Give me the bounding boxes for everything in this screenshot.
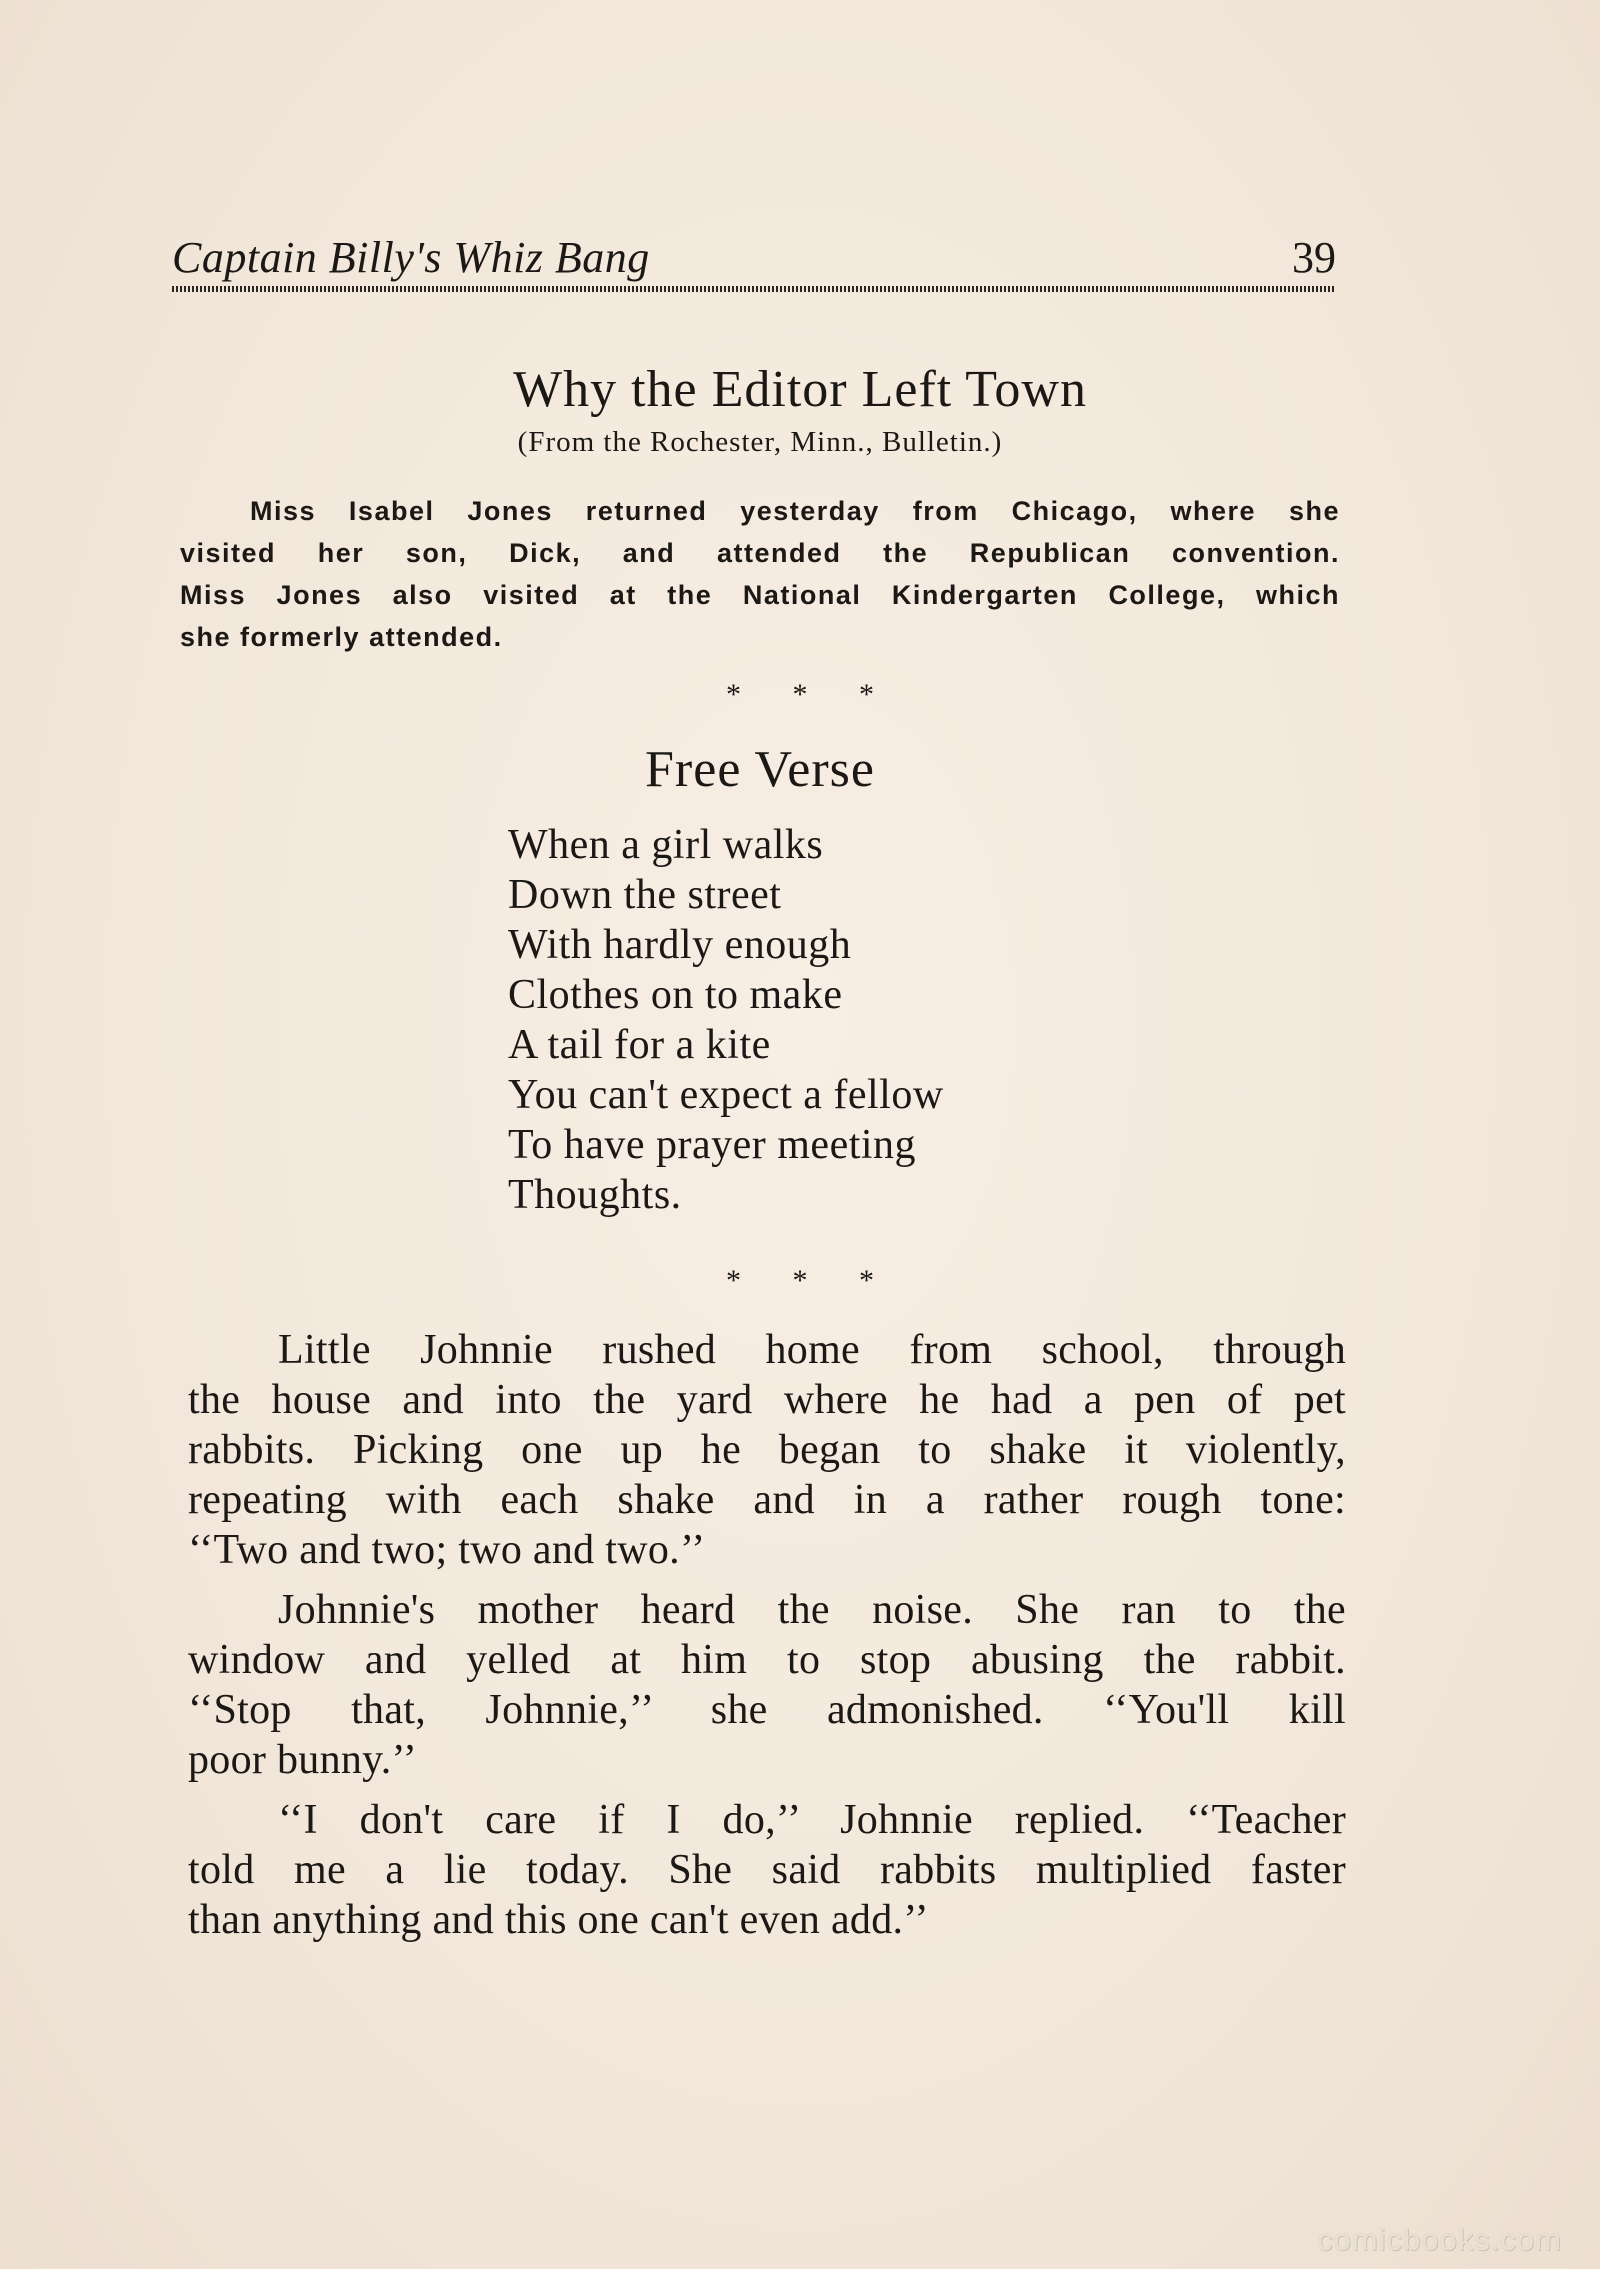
- poem-line: You can't expect a fellow: [508, 1072, 944, 1118]
- story-line: window and yelled at him to stop abusing the rabbit.: [188, 1637, 1346, 1683]
- page-number: 39: [1292, 233, 1336, 282]
- story-line: the house and into the yard where he had a pen of pet: [188, 1377, 1346, 1423]
- poem-title: Free Verse: [645, 741, 875, 798]
- story-line: ‘‘I don't care if I do,’’ Johnnie replied. ‘‘Teacher: [278, 1797, 1346, 1843]
- poem-line: Down the street: [508, 872, 782, 918]
- section-separator: * * *: [726, 1264, 874, 1297]
- story-line: Little Johnnie rushed home from school, through: [278, 1327, 1346, 1373]
- poem-line: When a girl walks: [508, 822, 824, 868]
- story-line: repeating with each shake and in a rather rough tone:: [188, 1477, 1346, 1523]
- poem-body: [508, 820, 944, 1220]
- poem-line: With hardly enough: [508, 922, 852, 968]
- running-header: [172, 228, 1336, 294]
- header-rule: [172, 286, 1336, 292]
- poem-line: A tail for a kite: [508, 1022, 771, 1068]
- notice-line: Miss Jones also visited at the National Kindergarten College, which: [180, 580, 1340, 610]
- story-line: Johnnie's mother heard the noise. She ran to the: [278, 1587, 1346, 1633]
- site-watermark: comicbooks.com: [1317, 2222, 1562, 2257]
- notice-line: Miss Isabel Jones returned yesterday from Chicago, where she: [250, 496, 1340, 526]
- poem-line: Thoughts.: [508, 1172, 682, 1218]
- story-line: rabbits. Picking one up he began to shake it violently,: [188, 1427, 1346, 1473]
- article-source: (From the Rochester, Minn., Bulletin.): [517, 426, 1003, 458]
- story-line: ‘‘Two and two; two and two.’’: [188, 1527, 706, 1573]
- story-line: ‘‘Stop that, Johnnie,’’ she admonished. ‘‘You'll kill: [188, 1687, 1346, 1733]
- story-line: poor bunny.’’: [188, 1737, 418, 1783]
- poem-line: Clothes on to make: [508, 972, 843, 1018]
- article-headline: Why the Editor Left Town: [513, 361, 1087, 418]
- story-line: told me a lie today. She said rabbits multiplied faster: [188, 1847, 1346, 1893]
- news-notice: [180, 490, 1340, 658]
- notice-line: she formerly attended.: [180, 622, 503, 652]
- notice-line: visited her son, Dick, and attended the Republican convention.: [180, 538, 1340, 568]
- johnnie-story: [188, 1325, 1346, 1945]
- paragraph-gap: [188, 1785, 1346, 1795]
- section-separator: * * *: [726, 678, 874, 711]
- paragraph-gap: [188, 1575, 1346, 1585]
- story-line: than anything and this one can't even add.’’: [188, 1897, 929, 1943]
- magazine-title: Captain Billy's Whiz Bang: [172, 233, 650, 282]
- poem-line: To have prayer meeting: [508, 1122, 917, 1168]
